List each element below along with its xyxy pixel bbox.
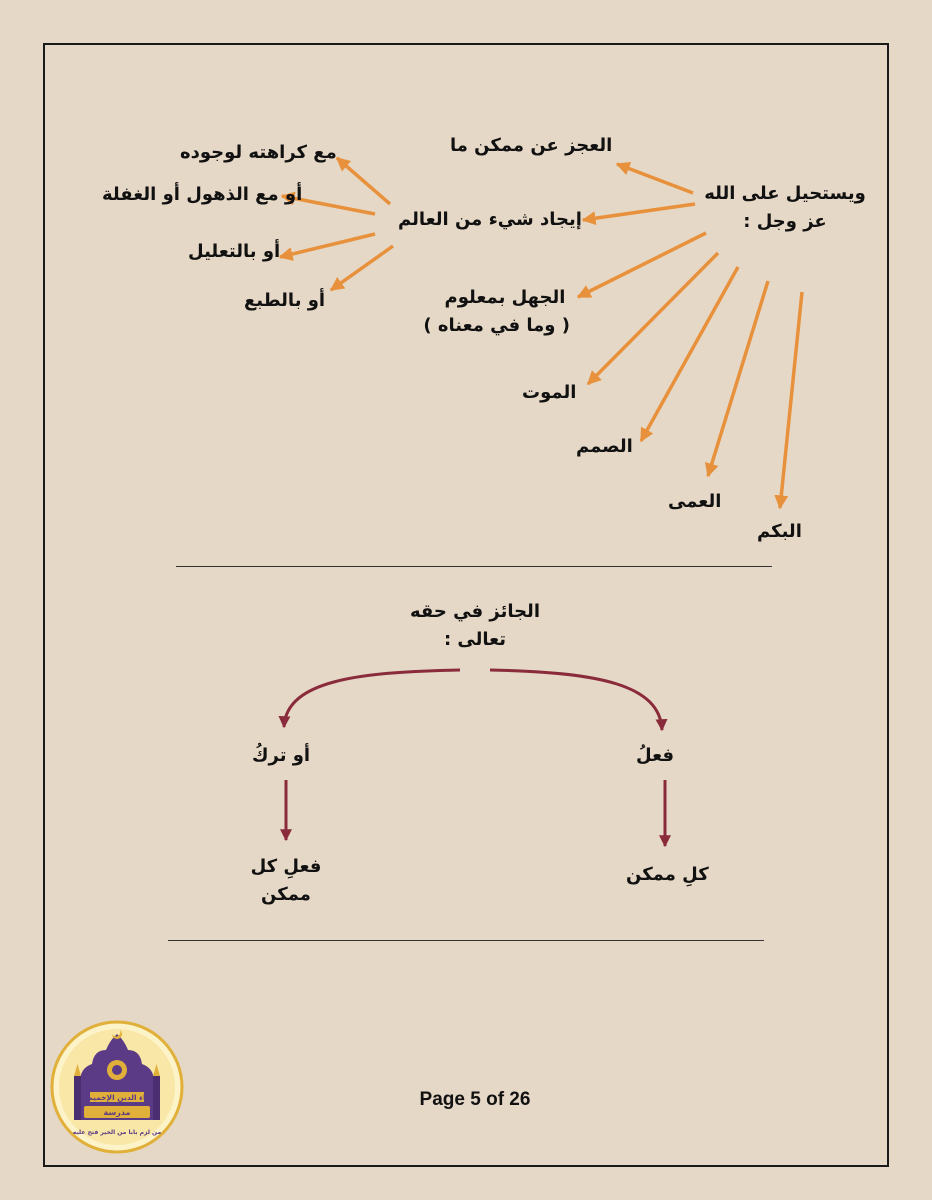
section-divider-1	[176, 566, 772, 567]
section-divider-2	[168, 940, 764, 941]
sub-dhuhul: أو مع الذهول أو الغفلة	[102, 184, 303, 205]
item-ijad: إيجاد شيء من العالم	[398, 209, 582, 230]
permissible-root-line1: الجائز في حقه	[410, 601, 540, 622]
logo-label: مدرسة	[103, 1108, 131, 1117]
item-ama: العمى	[668, 491, 722, 512]
impossible-root	[700, 180, 870, 236]
logo-motto: من لزم بابا من الخير فتح عليه	[72, 1129, 162, 1136]
arrow-to-tab	[331, 246, 393, 290]
node-fil-kull	[244, 853, 328, 909]
item-jahl-line2: ( وما في معناه )	[423, 315, 570, 336]
node-fil: فعلُ	[636, 745, 675, 766]
item-samam: الصمم	[576, 436, 633, 457]
school-logo-graphic	[50, 1020, 184, 1154]
sub-karaha: مع كراهته لوجوده	[180, 142, 337, 163]
arrow-to-mawt	[588, 253, 718, 384]
logo-name: بهاء الدين الإخميمي	[80, 1093, 154, 1102]
item-jahl	[423, 284, 570, 340]
arrow-to-jahl	[578, 233, 706, 297]
impossible-root-line2: عز وجل :	[743, 211, 827, 232]
arrow-to-karaha	[337, 158, 390, 204]
arrow-to-tark	[284, 670, 460, 727]
arrow-to-bakam	[780, 292, 802, 508]
permissible-root-line2: تعالى :	[443, 629, 507, 650]
arrow-to-ama	[708, 281, 768, 476]
item-bakam: البكم	[757, 521, 802, 542]
node-fil-kull-line2: ممكن	[261, 884, 311, 905]
school-logo	[50, 1020, 184, 1154]
page-number: Page 5 of 26	[419, 1089, 531, 1110]
maroon-arrows	[284, 670, 665, 846]
arrow-to-ajz	[617, 164, 693, 193]
item-ajz: العجز عن ممكن ما	[450, 135, 613, 156]
node-fil-kull-line1: فعلِ كل	[250, 856, 322, 877]
item-jahl-line1: الجهل بمعلوم	[444, 287, 566, 308]
item-mawt: الموت	[522, 382, 577, 403]
arrow-to-ijad	[583, 204, 695, 220]
sub-tab: أو بالطبع	[244, 290, 326, 311]
arrow-to-fil	[490, 670, 662, 730]
permissible-root	[390, 598, 560, 654]
node-tark: أو تركُ	[252, 745, 311, 766]
impossible-root-line1: ويستحيل على الله	[704, 183, 866, 204]
arrow-to-talil	[280, 234, 375, 257]
node-kull-mumkin: كلِ ممكن	[626, 864, 709, 885]
arrow-to-samam	[641, 267, 738, 441]
sub-talil: أو بالتعليل	[188, 241, 281, 262]
